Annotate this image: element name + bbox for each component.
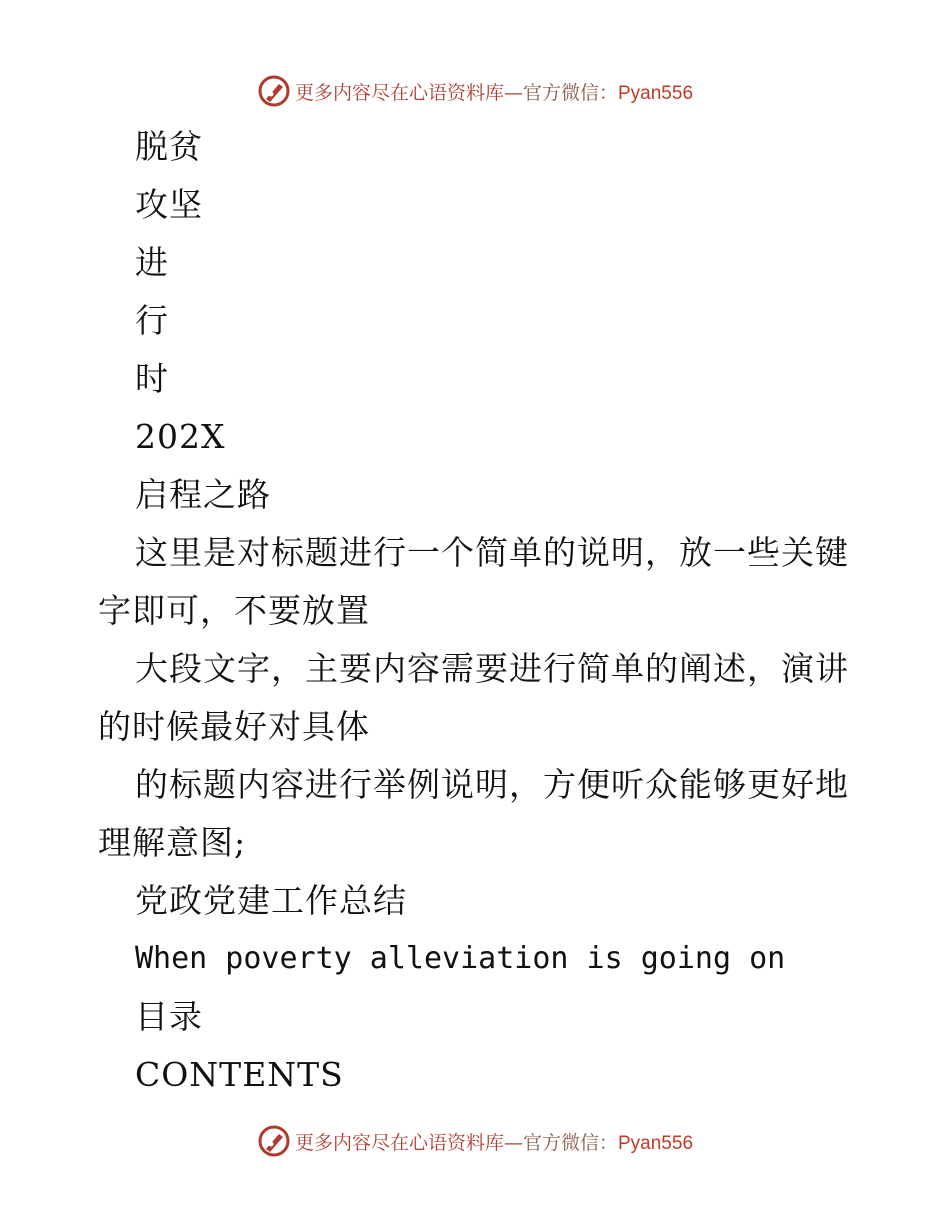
pen-logo-icon [257,1124,291,1158]
section-subtitle: 党政党建工作总结 [135,881,407,920]
description-paragraph-3: 的标题内容进行举例说明，方便听众能够更好地理解意图; [98,765,849,862]
document-body [98,118,858,1104]
header-banner-text: 更多内容尽在心语资料库—官方微信：Pyan556 [294,81,694,104]
title-line-5: 时 [135,359,169,398]
title-line-4: 行 [135,301,169,340]
subtitle-line: 启程之路 [135,475,271,514]
header-banner [0,71,950,111]
title-line-1: 脱贫 [135,127,203,166]
title-line-2: 攻坚 [135,185,203,224]
footer-banner-text: 更多内容尽在心语资料库—官方微信：Pyan556 [294,1131,694,1154]
footer-banner [0,1121,950,1161]
year-line: 202X [135,417,226,456]
toc-label: 目录 [135,997,203,1036]
pen-logo-icon [257,74,291,108]
description-paragraph-2: 大段文字，主要内容需要进行简单的阐述，演讲的时候最好对具体 [98,649,849,746]
contents-label: CONTENTS [135,1055,344,1094]
english-line: When poverty alleviation is going on [135,941,786,976]
title-line-3: 进 [135,243,169,282]
description-paragraph-1: 这里是对标题进行一个简单的说明，放一些关键字即可，不要放置 [98,533,849,630]
